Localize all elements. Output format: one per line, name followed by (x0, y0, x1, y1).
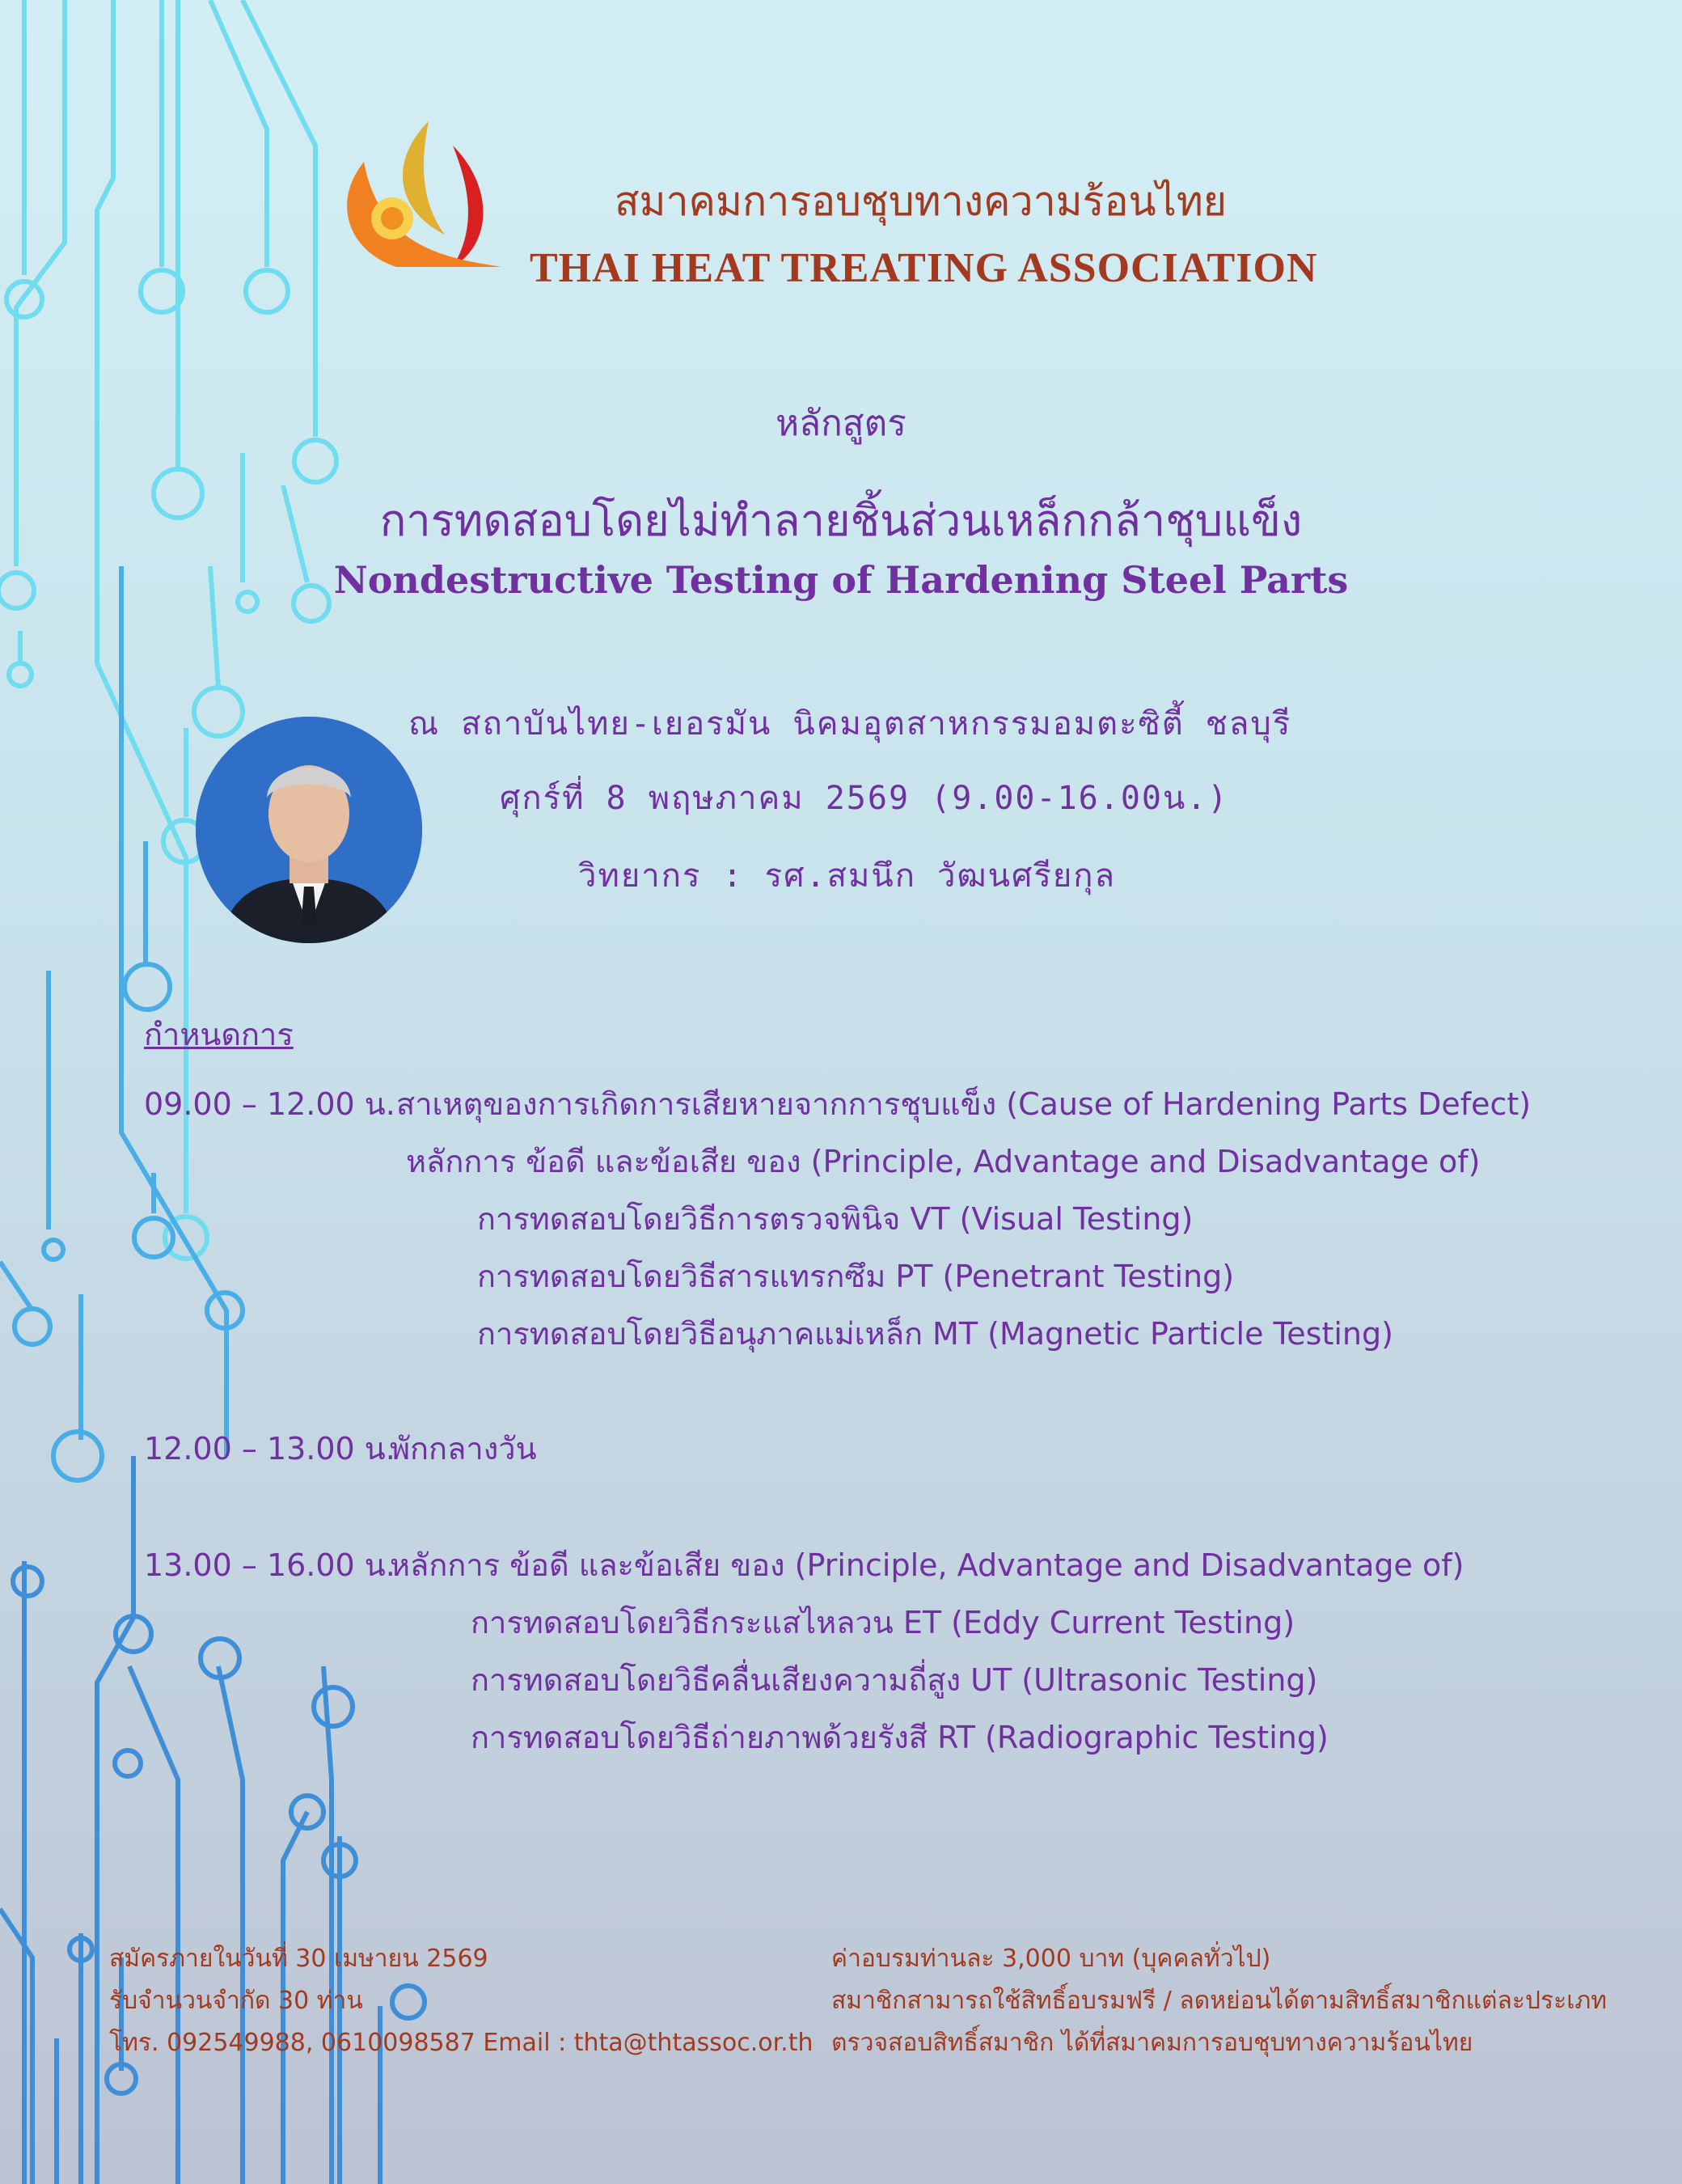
organization-name-en: THAI HEAT TREATING ASSOCIATION (530, 245, 1318, 291)
session1-item: การทดสอบโดยวิธีสารแทรกซึม PT (Penetrant Testing) (477, 1259, 1235, 1294)
session1-item: การทดสอบโดยวิธีอนุภาคแม่เหล็ก MT (Magnetic Particle Testing) (477, 1316, 1393, 1352)
session1-item: สาเหตุของการเกิดการเสียหายจากการชุบแข็ง (Cause of Hardening Parts Defect) (396, 1086, 1532, 1122)
footer-member-check: ตรวจสอบสิทธิ์สมาชิก ได้ที่สมาคมการอบชุบทางความร้อนไทย (831, 2029, 1473, 2057)
footer-contact: โทร. 092549988, 0610098587 Email : thta@thtassoc.or.th (109, 2029, 814, 2057)
organization-name-th: สมาคมการอบชุบทางความร้อนไทย (615, 178, 1228, 225)
event-date: ศุกร์ที่ 8 พฤษภาคม 2569 (9.00-16.00น.) (500, 780, 1229, 817)
session1-time: 09.00 – 12.00 น. (144, 1086, 395, 1122)
session2-item: การทดสอบโดยวิธีถ่ายภาพด้วยรังสี RT (Radiographic Testing) (471, 1720, 1329, 1755)
event-speaker: วิทยากร : รศ.สมนึก วัฒนศรียกุล (578, 857, 1117, 895)
footer-fee: ค่าอบรมท่านละ 3,000 บาท (บุคคลทั่วไป) (831, 1945, 1271, 1973)
association-logo (332, 113, 509, 291)
footer-seat-limit: รับจำนวนจำกัด 30 ท่าน (109, 1987, 363, 2015)
session2-time: 13.00 – 16.00 น. (144, 1547, 395, 1583)
session2-item: การทดสอบโดยวิธีคลื่นเสียงความถี่สูง UT (Ultrasonic Testing) (471, 1662, 1318, 1698)
session2-item: การทดสอบโดยวิธีกระแสไหลวน ET (Eddy Current Testing) (471, 1605, 1295, 1640)
footer-registration-deadline: สมัครภายในวันที่ 30 เมษายน 2569 (109, 1945, 488, 1973)
lunch-time: 12.00 – 13.00 น. (144, 1431, 395, 1467)
course-title-th: การทดสอบโดยไม่ทำลายชิ้นส่วนเหล็กกล้าชุบแข็ง (379, 495, 1303, 546)
course-label: หลักสูตร (775, 403, 907, 444)
agenda-heading: กำหนดการ (144, 1017, 294, 1052)
course-title-en: Nondestructive Testing of Hardening Steel Parts (333, 558, 1349, 602)
session2-item: หลักการ ข้อดี และข้อเสีย ของ (Principle, Advantage and Disadvantage of) (390, 1547, 1464, 1583)
lunch-label: พักกลางวัน (390, 1431, 537, 1467)
speaker-photo (196, 717, 422, 943)
footer-member-rights: สมาชิกสามารถใช้สิทธิ์อบรมฟรี / ลดหย่อนได้ตามสิทธิ์สมาชิกแต่ละประเภท (831, 1987, 1608, 2015)
session1-item: หลักการ ข้อดี และข้อเสีย ของ (Principle, Advantage and Disadvantage of) (406, 1144, 1481, 1179)
event-venue: ณ สถาบันไทย-เยอรมัน นิคมอุตสาหกรรมอมตะซิตี้ ชลบุรี (408, 705, 1292, 743)
session1-item: การทดสอบโดยวิธีการตรวจพินิจ VT (Visual Testing) (477, 1201, 1194, 1237)
